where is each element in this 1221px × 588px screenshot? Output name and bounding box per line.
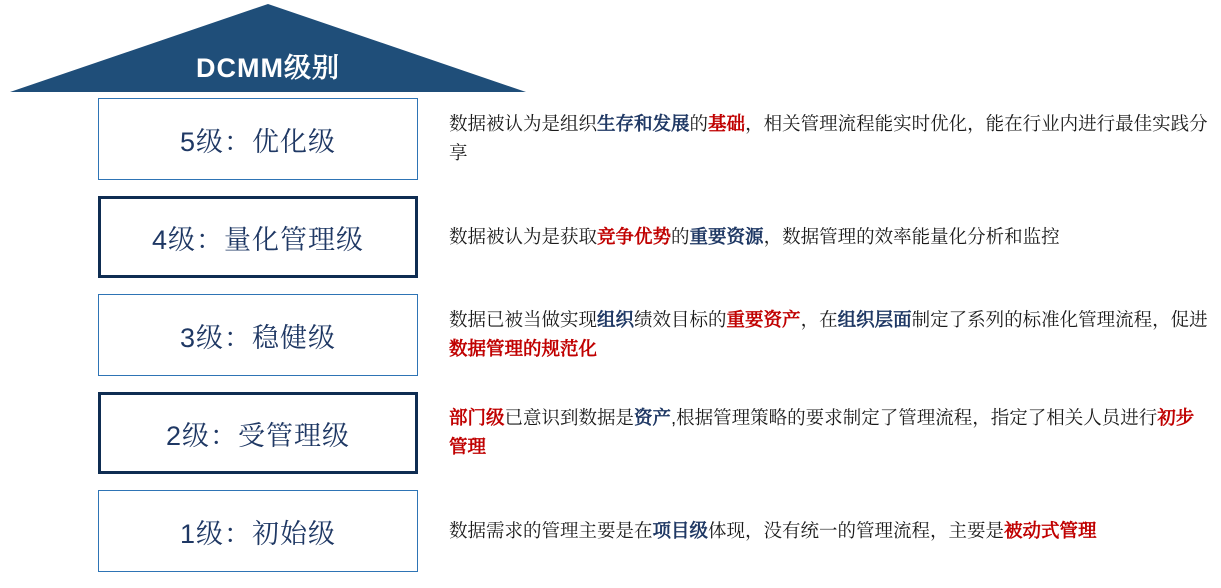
- desc-text-1: 数据需求的管理主要是在项目级体现，没有统一的管理流程，主要是被动式管理: [449, 519, 1097, 541]
- desc-text-2: 部门级已意识到数据是资产,根据管理策略的要求制定了管理流程，指定了相关人员进行初步管理: [449, 407, 1195, 457]
- desc-text-4: 数据被认为是获取竞争优势的重要资源，数据管理的效率能量化分析和监控: [449, 225, 1060, 247]
- level-box-1[interactable]: [98, 490, 418, 572]
- level-description-4: [449, 196, 1211, 278]
- arrow-banner: [8, 2, 528, 94]
- level-box-3[interactable]: [98, 294, 418, 376]
- level-boxes-column: [98, 98, 418, 588]
- desc-text-5: 数据被认为是组织生存和发展的基础，相关管理流程能实时优化，能在行业内进行最佳实践分享: [449, 113, 1208, 163]
- level-box-2[interactable]: [98, 392, 418, 474]
- level-description-5: [449, 98, 1211, 180]
- level-label-1: 1级：初始级: [179, 518, 337, 549]
- level-description-1: [449, 490, 1211, 572]
- diagram-title: DCMM级别: [196, 53, 340, 83]
- level-box-4[interactable]: [98, 196, 418, 278]
- level-box-5[interactable]: [98, 98, 418, 180]
- desc-text-3: 数据已被当做实现组织绩效目标的重要资产，在组织层面制定了系列的标准化管理流程，促进数据管理的规范化: [449, 309, 1208, 359]
- level-label-2: 2级：受管理级: [165, 420, 351, 451]
- descriptions-column: [449, 98, 1211, 588]
- level-description-3: [449, 294, 1211, 376]
- level-label-3: 3级：稳健级: [179, 322, 337, 353]
- level-label-5: 5级：优化级: [179, 126, 337, 157]
- level-label-4: 4级：量化管理级: [151, 224, 365, 255]
- level-description-2: [449, 392, 1211, 474]
